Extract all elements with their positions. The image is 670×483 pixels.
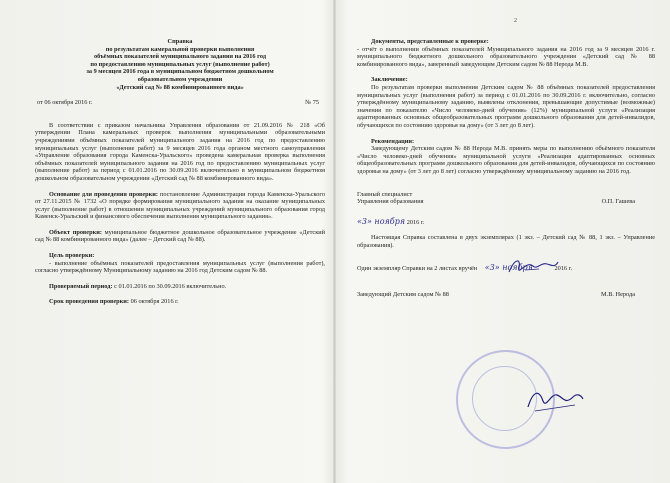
title-line: по результатам камеральной проверки выполнения bbox=[105, 45, 255, 53]
period-section bbox=[35, 283, 325, 291]
period-label: Проверяемый период: bbox=[49, 282, 113, 290]
object-text: муниципальное бюджетное дошкольное образовательное учреждение «Детский сад № 88 комбинированного вида» (далее – Детский сад № 88). bbox=[35, 228, 326, 244]
page-number: 2 bbox=[514, 18, 517, 24]
sign-date-row bbox=[357, 218, 655, 227]
received-year: 2016 г. bbox=[554, 265, 573, 273]
term-section bbox=[35, 298, 325, 306]
copies-text: Настоящая Справка составлена в двух экземплярах (1 экз. – Детский сад № 88, 1 экз. – Управление образования). bbox=[357, 234, 655, 249]
recommend-text: Заведующему Детским садом № 88 Нерода М.В. принять меры по выполнению объёмного показателя «Число человеко-дней обучения» муниципальной услуги «Реализация адаптированных основных общеобразовательных программ дошкольного образования для детей-инвалидов, обучающихся по состоянию здоровья на дому» (от 3 лет до 8 лет) согласно утверждённому муниципальному заданию на 2016 год. bbox=[357, 145, 655, 175]
signer-name: О.П. Гашева bbox=[601, 198, 635, 206]
object-section bbox=[35, 229, 325, 244]
goal-text: - выполнение объёмных показателей предоставления муниципальных услуг (выполнения работ), согласно утверждённому Муниципальному заданию на 2016 год Детским садом № 88. bbox=[35, 259, 325, 275]
sign-date-handwritten: «3» ноября bbox=[357, 216, 406, 226]
sign-date-year: 2016 г. bbox=[406, 218, 425, 226]
round-stamp-inner bbox=[472, 366, 537, 431]
docs-label: Документы, представленные к проверке: bbox=[371, 38, 489, 45]
title-line: объёмных показателей муниципального задания на 2016 год bbox=[93, 53, 267, 61]
title-line: Справка bbox=[167, 38, 193, 45]
signer-title-2: Управления образования bbox=[357, 198, 424, 206]
document-number: № 75 bbox=[305, 99, 319, 107]
title-line: «Детский сад № 88 комбинированного вида» bbox=[116, 83, 244, 91]
grounds-section bbox=[35, 191, 325, 221]
head-row bbox=[357, 291, 655, 299]
document-date: от 06 октября 2016 г. bbox=[37, 99, 93, 107]
received-text: Один экземпляр Справки на 2 листах вручён bbox=[357, 265, 478, 273]
received-date-handwritten: «3» ноября bbox=[484, 263, 533, 273]
title-line: образовательном учреждении bbox=[137, 75, 223, 83]
signer-title-1: Главный специалист bbox=[357, 190, 413, 198]
grounds-label: Основание для проведения проверки: bbox=[49, 190, 159, 198]
left-page bbox=[35, 38, 325, 306]
conclusion-label: Заключение: bbox=[371, 76, 408, 84]
period-text: с 01.01.2016 по 30.09.2016 включительно. bbox=[114, 282, 227, 290]
signature-gasheva bbox=[505, 256, 560, 278]
title-line: за 9 месяцев 2016 года в муниципальном бюджетном дошкольном bbox=[86, 68, 274, 76]
term-text: 06 октября 2016 г. bbox=[130, 298, 179, 306]
signer-row bbox=[357, 198, 655, 206]
recommend-label: Рекомендации: bbox=[371, 137, 415, 145]
head-title: Заведующий Детским садом № 88 bbox=[357, 291, 449, 299]
basis-paragraph: В соответствии с приказом начальника Управления образования от 21.09.2016 № 218 «Об утверждении Плана камеральных проверок выполнения муниципальными образовательными учреждениями объёмных показателей муниципального задания на 2016 год по предоставлению муниципальных услуг (выполнение работ) за 9 месяцев 2016 года органом местного самоуправления «Управление образования города Каменска-Уральского» проведена камеральная проверка выполнения объёмных показателей муниципального задания на 2016 год по предоставлению муниципальных услуг (выполнение работ) за период с 01.01.2016 по 30.09.2016 включительно в муниципальном бюджетном дошкольном образовательном учреждении «Детский сад № 88 комбинированного вида». bbox=[35, 121, 325, 182]
docs-text: - отчёт о выполнении объёмных показателей Муниципального задания на 2016 год за 9 месяцев 2016 г. муниципального бюджетного дошкольного образовательного учреждения «Детский сад № 88 комбинированного вида», заверенный заведующим Детским садом № 88 Нерода М.В. bbox=[357, 45, 655, 68]
head-name: М.В. Нерода bbox=[601, 291, 635, 299]
title-line: по предоставлению муниципальных услуг (выполнение работ) bbox=[90, 60, 270, 68]
page-fold bbox=[333, 0, 336, 483]
goal-label: Цель проверки: bbox=[49, 252, 95, 260]
grounds-text: постановление Администрации города Каменска-Уральского от 27.11.2015 № 1732 «О порядке формирования муниципального задания на оказание муниципальных услуг (выполнение работ) в отношении муниципальных учреждений муниципального образования город Каменск-Уральский и финансового обеспечения выполнения муниципального задания». bbox=[35, 190, 325, 221]
document-title bbox=[35, 38, 325, 91]
object-label: Объект проверки: bbox=[49, 228, 102, 236]
term-label: Срок проведения проверки: bbox=[49, 298, 130, 306]
conclusion-text: По результатам проверки выполнения Детским садом № 88 объёмных показателей предоставления муниципальных услуг (выполнения работ) за период с 01.01.2016 по 30.09.2016 г. включительно, согласно утверждённому муниципальному заданию, выявлены отклонения, превышающие допустимые (возможные) значения по показателю «Число человеко-дней обучения» (12%) муниципальной услуги «Реализация адаптированных основных общеобразовательных программ дошкольного образования для детей-инвалидов, обучающихся по состоянию здоровья на дому» (от 3 лет до 8 лет). bbox=[357, 83, 655, 129]
